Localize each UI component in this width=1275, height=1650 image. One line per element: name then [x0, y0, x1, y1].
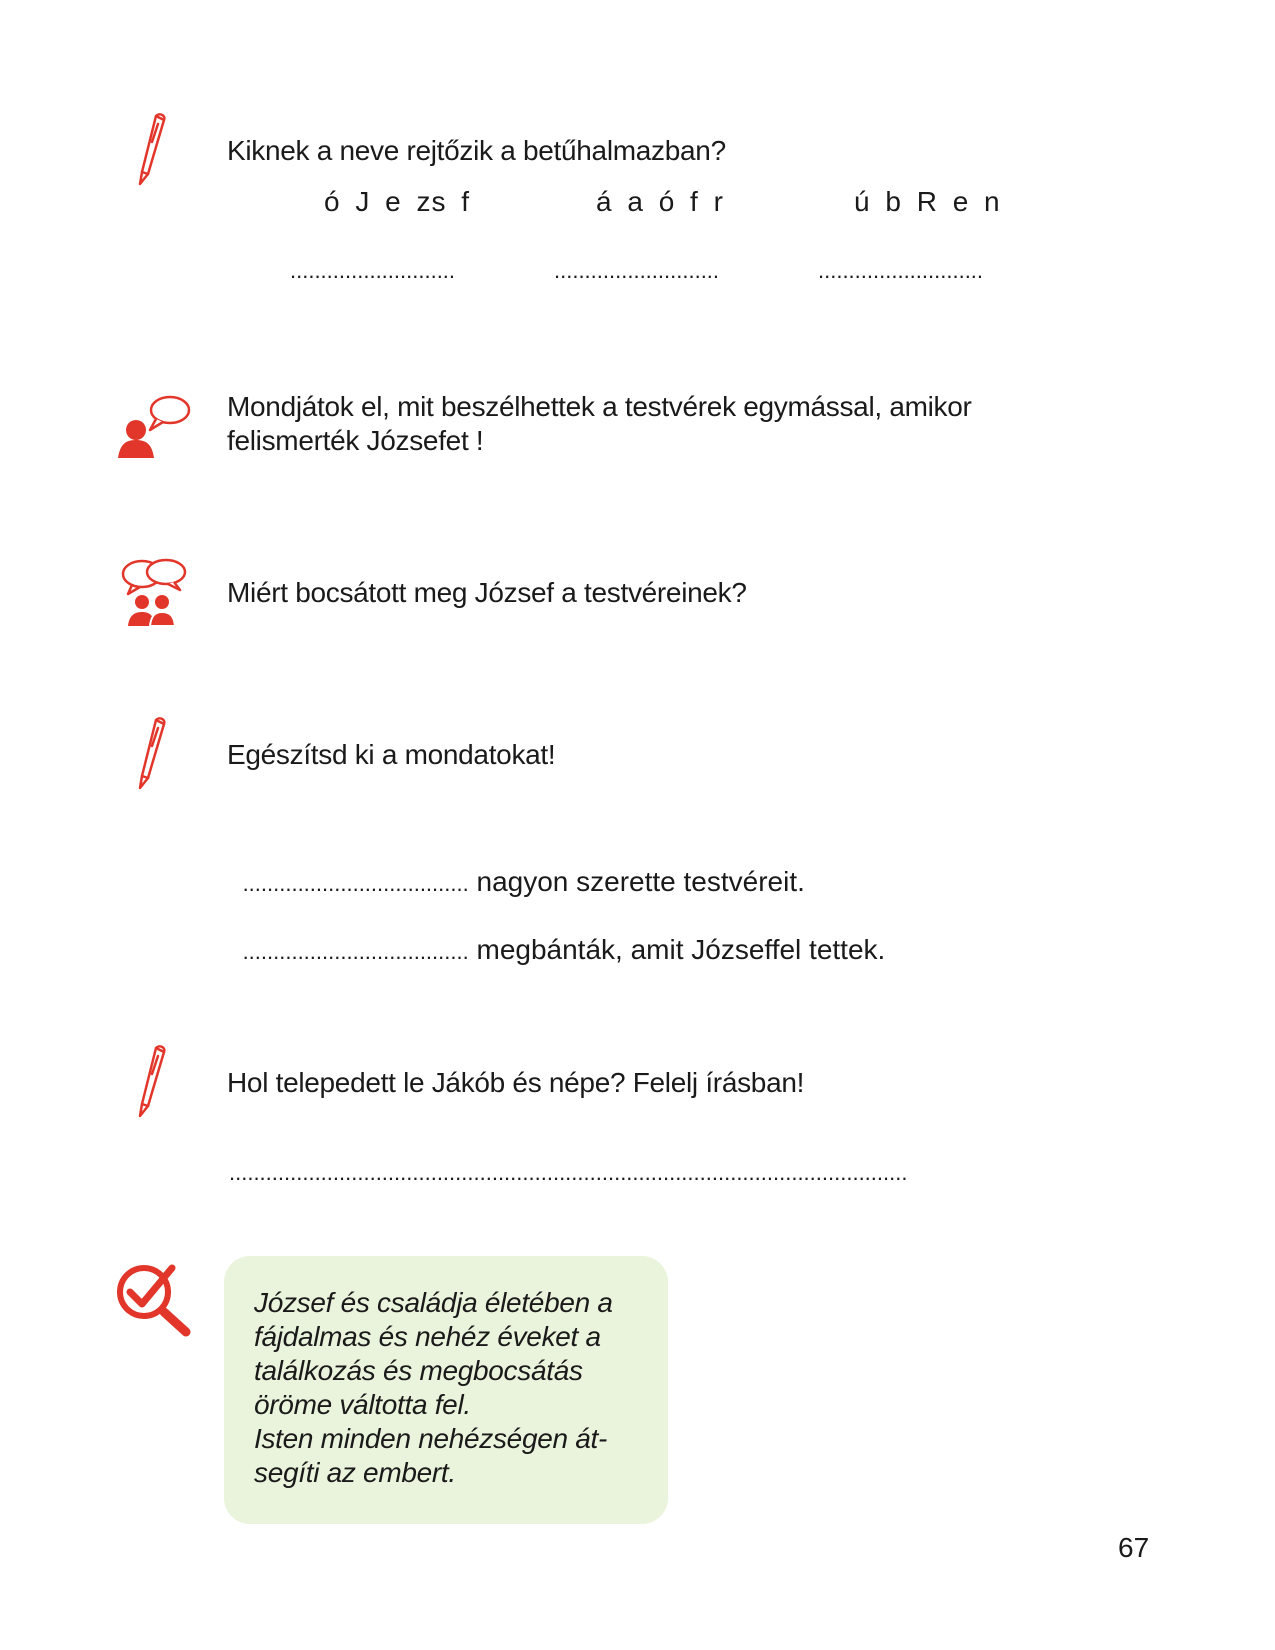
summary-line: öröme váltotta fel. — [254, 1389, 471, 1420]
scrambled-word-2: á a ó f r — [596, 186, 724, 217]
answer-blank-3[interactable]: ........................... — [818, 258, 984, 283]
question-2-line-1: Mondjátok el, mit beszélhettek a testvérek egymással, amikor — [227, 391, 972, 422]
sentence-1-ending: nagyon szerette testvéreit. — [468, 866, 805, 897]
question-3: Miért bocsátott meg József a testvéreinek? — [227, 577, 747, 608]
sentence-2-ending: megbánták, amit Józseffel tettek. — [468, 934, 886, 965]
summary-line: Isten minden nehézségen át- — [254, 1423, 608, 1454]
question-4: Egészítsd ki a mondatokat! — [227, 739, 556, 770]
summary-line: József és családja életében a — [254, 1287, 613, 1318]
sentence-1-blank[interactable]: ..................................... — [242, 871, 469, 896]
sentence-1 — [227, 834, 805, 898]
answer-blank-2[interactable]: ........................... — [554, 258, 720, 283]
page-number: 67 — [1118, 1532, 1150, 1563]
sentence-2 — [227, 902, 885, 966]
summary-line: segíti az embert. — [254, 1457, 456, 1488]
pen-icon — [134, 1044, 170, 1120]
question-5: Hol telepedett le Jákób és népe? Felelj írásban! — [227, 1067, 805, 1098]
sentence-2-blank[interactable]: ..................................... — [242, 939, 469, 964]
answer-blank-1[interactable]: ........................... — [290, 258, 456, 283]
person-speech-icon — [116, 392, 192, 460]
pen-icon — [134, 716, 170, 792]
question-1: Kiknek a neve rejtőzik a betűhalmazban? — [227, 135, 726, 166]
summary-line: találkozás és megbocsátás — [254, 1355, 583, 1386]
summary-line: fájdalmas és nehéz éveket a — [254, 1321, 601, 1352]
summary-box — [224, 1256, 668, 1524]
group-discussion-icon — [120, 558, 188, 628]
pen-icon — [134, 112, 170, 188]
scrambled-word-1: ó J e zs f — [324, 186, 471, 217]
scrambled-word-3: ú b R e n — [854, 186, 1001, 217]
long-answer-blank[interactable]: ............................................................................................................... — [229, 1160, 908, 1185]
question-2-line-2: felismerték Józsefet ! — [227, 425, 484, 456]
summary-text — [254, 1286, 640, 1490]
magnifier-check-icon — [114, 1262, 194, 1338]
